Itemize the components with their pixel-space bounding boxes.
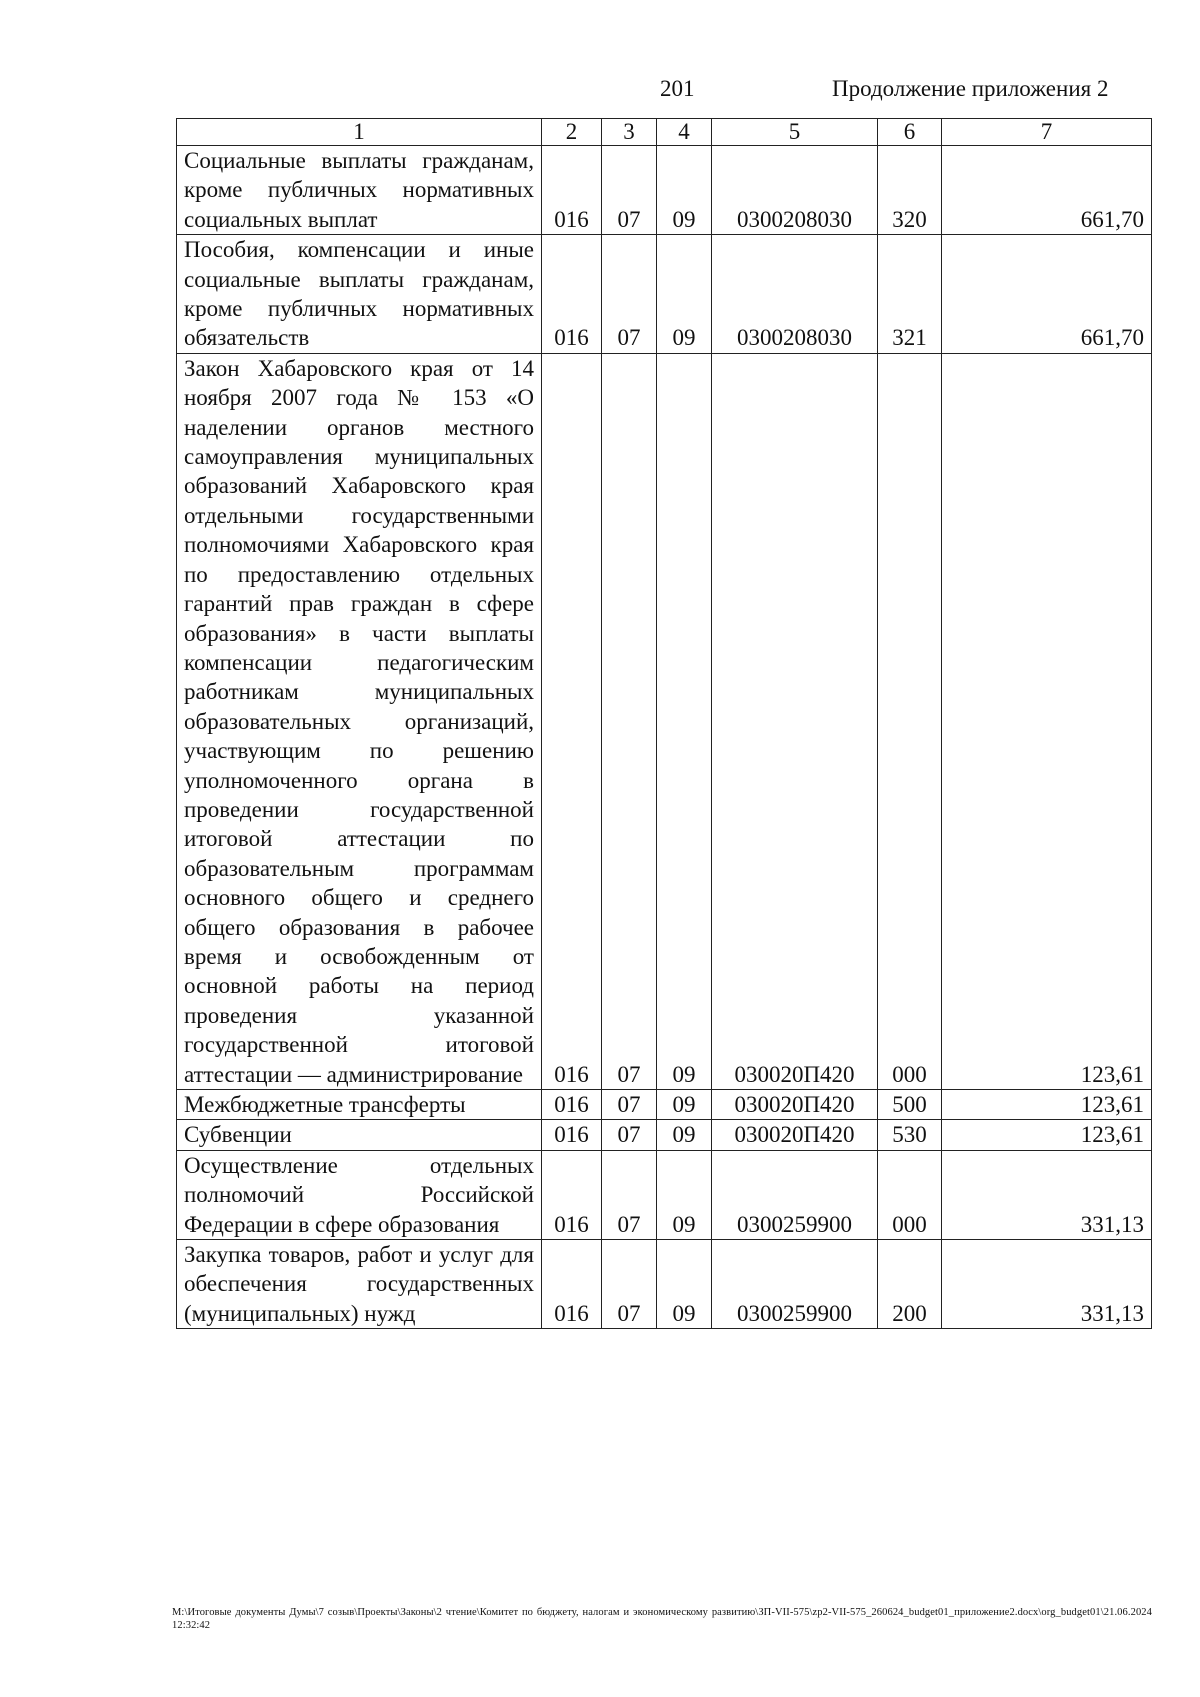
cell-amount: 123,61 bbox=[942, 1090, 1152, 1120]
cell-type: 000 bbox=[878, 353, 942, 1089]
cell-target: 0300259900 bbox=[712, 1240, 878, 1329]
cell-target: 0300208030 bbox=[712, 235, 878, 354]
cell-section: 07 bbox=[602, 1240, 657, 1329]
cell-code: 016 bbox=[542, 235, 602, 354]
cell-amount: 331,13 bbox=[942, 1150, 1152, 1239]
cell-section: 07 bbox=[602, 353, 657, 1089]
row-name: Социальные выплаты гражданам, кроме публичных нормативных социальных выплат bbox=[177, 146, 542, 235]
cell-subsection: 09 bbox=[657, 1120, 712, 1150]
cell-amount: 661,70 bbox=[942, 146, 1152, 235]
cell-subsection: 09 bbox=[657, 1150, 712, 1239]
cell-code: 016 bbox=[542, 1150, 602, 1239]
cell-section: 07 bbox=[602, 1150, 657, 1239]
cell-type: 530 bbox=[878, 1120, 942, 1150]
cell-target: 030020П420 bbox=[712, 353, 878, 1089]
cell-code: 016 bbox=[542, 1120, 602, 1150]
cell-amount: 123,61 bbox=[942, 1120, 1152, 1150]
cell-type: 321 bbox=[878, 235, 942, 354]
continuation-label: Продолжение приложения 2 bbox=[832, 76, 1109, 101]
cell-type: 000 bbox=[878, 1150, 942, 1239]
cell-amount: 123,61 bbox=[942, 353, 1152, 1089]
cell-subsection: 09 bbox=[657, 235, 712, 354]
column-header: 3 bbox=[602, 119, 657, 146]
cell-code: 016 bbox=[542, 1240, 602, 1329]
cell-code: 016 bbox=[542, 146, 602, 235]
cell-section: 07 bbox=[602, 146, 657, 235]
table-header-row bbox=[177, 119, 1152, 146]
table-row bbox=[177, 235, 1152, 354]
table-row bbox=[177, 1150, 1152, 1239]
column-header: 4 bbox=[657, 119, 712, 146]
table-row bbox=[177, 1240, 1152, 1329]
page-number: 201 bbox=[660, 76, 695, 101]
row-name: Закон Хабаровского края от 14 ноября 2007 года № 153 «О наделении органов местного самоуправления муниципальных образований Хабаровского края отдельными государственными полномочиями Хабаровского края по предоставлению отдельных гарантий прав граждан в сфере образования» в части выплаты компенсации педагогическим работникам муниципальных образовательных организаций, участвующим по решению уполномоченного органа в проведении государственной итоговой аттестации по образовательным программам основного общего и среднего общего образования в рабочее время и освобожденным от основной работы на период проведения указанной государственной итоговой аттестации — администрирование bbox=[177, 353, 542, 1089]
cell-target: 0300259900 bbox=[712, 1150, 878, 1239]
budget-table bbox=[176, 118, 1152, 1329]
cell-target: 030020П420 bbox=[712, 1120, 878, 1150]
cell-subsection: 09 bbox=[657, 146, 712, 235]
row-name: Закупка товаров, работ и услуг для обеспечения государственных (муниципальных) нужд bbox=[177, 1240, 542, 1329]
cell-type: 500 bbox=[878, 1090, 942, 1120]
cell-section: 07 bbox=[602, 235, 657, 354]
cell-subsection: 09 bbox=[657, 1090, 712, 1120]
cell-amount: 331,13 bbox=[942, 1240, 1152, 1329]
column-header: 5 bbox=[712, 119, 878, 146]
table-row bbox=[177, 1090, 1152, 1120]
row-name: Пособия, компенсации и иные социальные выплаты гражданам, кроме публичных нормативных обязательств bbox=[177, 235, 542, 354]
cell-type: 320 bbox=[878, 146, 942, 235]
cell-target: 030020П420 bbox=[712, 1090, 878, 1120]
column-header: 6 bbox=[878, 119, 942, 146]
cell-section: 07 bbox=[602, 1120, 657, 1150]
cell-subsection: 09 bbox=[657, 353, 712, 1089]
row-name: Осуществление отдельных полномочий Российской Федерации в сфере образования bbox=[177, 1150, 542, 1239]
document-path-footer: M:\Итоговые документы Думы\7 созыв\Проекты\Законы\2 чтение\Комитет по бюджету, налогам и экономическому развитию\ЗП-VII-575\zp2-VII-575_260624_budget01_приложение2.docx\org_budget01\21.06.2024 12:32:42 bbox=[172, 1607, 1152, 1631]
cell-code: 016 bbox=[542, 1090, 602, 1120]
row-name: Межбюджетные трансферты bbox=[177, 1090, 542, 1120]
cell-target: 0300208030 bbox=[712, 146, 878, 235]
cell-amount: 661,70 bbox=[942, 235, 1152, 354]
cell-code: 016 bbox=[542, 353, 602, 1089]
table-row bbox=[177, 353, 1152, 1089]
cell-section: 07 bbox=[602, 1090, 657, 1120]
column-header: 2 bbox=[542, 119, 602, 146]
column-header: 7 bbox=[942, 119, 1152, 146]
cell-type: 200 bbox=[878, 1240, 942, 1329]
column-header: 1 bbox=[177, 119, 542, 146]
table-row bbox=[177, 1120, 1152, 1150]
table-row bbox=[177, 146, 1152, 235]
cell-subsection: 09 bbox=[657, 1240, 712, 1329]
row-name: Субвенции bbox=[177, 1120, 542, 1150]
